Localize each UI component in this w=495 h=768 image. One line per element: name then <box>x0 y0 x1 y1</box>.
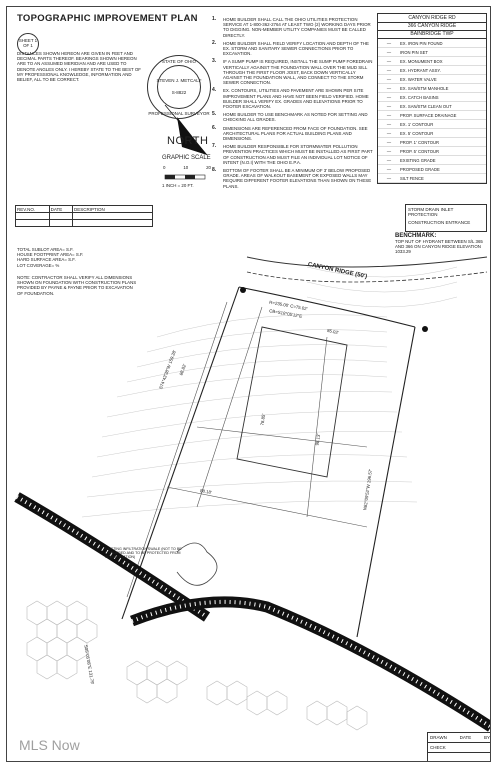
by-label: BY <box>483 735 490 740</box>
note-text: EX. CONTOURS, UTILITIES AND PAVEMENT ARE SHOWN PER SITE IMPROVEMENT PLANS AND HAVE NOT BEEN FIELD VERIFIED. HOME BUILDER SHALL VERIFY EX. GRADES AND ELEVATIONS PRIOR TO FOOTER EXCAVATION. <box>223 88 369 110</box>
note-number: 5. <box>212 111 217 118</box>
stat-line: TOTAL SUBLOT AREA= S.F. <box>17 247 74 252</box>
legend-label: EX. WATER VALVE <box>400 76 437 82</box>
note-number: 6. <box>212 124 217 131</box>
note-item <box>212 41 374 57</box>
road-label: CANYON RIDGE (50') <box>307 261 368 281</box>
legend-label: EX. HYDRANT ASSY. <box>400 67 441 73</box>
legend-label: PROP. 5' CONTOUR <box>400 148 440 154</box>
note-text: DIMENSIONS ARE REFERENCED FROM FACE OF FOUNDATION. SEE ARCHITECTURAL PLANS FOR ACTUAL BUILDING PLANS AND DIMENSIONS. <box>223 125 368 142</box>
note-number: 8. <box>212 167 217 174</box>
note-text: HOME BUILDER SHALL FIELD VERIFY LOCATION AND DEPTH OF THE EX. STORM AND SANITARY SEWER CONNECTIONS PRIOR TO EXCAVATION. <box>223 40 369 57</box>
sheet-label: SHEET 1 OF 1 <box>17 33 39 55</box>
swale-label: EXISTING INFILTRATION SWALE (NOT TO BE DISTURBED AND TO BE PROTECTED FROM SEDIMENTATION) <box>105 547 182 559</box>
note-text: HOME BUILDER TO USE BENCHMARK AS NOTED FOR SETTING AND CHECKING ALL GRADES. <box>223 112 368 123</box>
legend-row <box>378 174 486 183</box>
legend-symbol-icon: — <box>386 49 392 55</box>
legend-label: EX. 1' CONTOUR <box>400 121 434 127</box>
check-label: CHECK <box>428 743 490 753</box>
legend-header: CANYON RIDGE RD <box>378 14 486 23</box>
legend-symbol-icon: — <box>386 67 392 73</box>
legend-symbol-icon: — <box>386 103 392 109</box>
benchmark-text: TOP NUT OF HYDRANT BETWEEN S/L 365 AND 366 ON CANYON RIDGE ELEVATION 1033.29 <box>395 239 483 255</box>
note-item <box>212 88 374 109</box>
legend-label: PROP. 1' CONTOUR <box>400 139 440 145</box>
scale-tick: 0 <box>163 165 166 170</box>
note-number: 1. <box>212 16 217 22</box>
legend-row <box>378 156 486 165</box>
legend-symbol-icon: — <box>386 130 392 136</box>
legend-box <box>377 13 487 184</box>
legend-row <box>378 147 486 156</box>
legend-label: SILT FENCE <box>400 175 424 181</box>
left-bearing: S74°43'38"W 159.28' <box>158 349 178 390</box>
note-item <box>212 126 374 142</box>
legend-row <box>378 111 486 120</box>
legend-symbol-icon: — <box>386 76 392 82</box>
watermark: MLS Now <box>19 737 80 753</box>
seal-number: S-8822 <box>171 90 187 95</box>
legend-label: EX. SAN/STM MANHOLE <box>400 85 449 91</box>
legend-row <box>378 75 486 84</box>
front-dimension: 85.02' <box>326 327 340 336</box>
note-number: 2. <box>212 39 217 46</box>
title-block <box>427 732 491 762</box>
rev-header-no: REV.NO. <box>16 206 50 213</box>
legend-label: EX. 5' CONTOUR <box>400 130 434 136</box>
curve-label: R=235.00' C=75.02' <box>268 299 308 312</box>
seal-state: STATE OF OHIO <box>161 59 197 64</box>
drawn-label: DRAWN <box>430 735 447 740</box>
graphic-scale-title: GRAPHIC SCALE <box>162 155 211 161</box>
scale-tick: 10 <box>183 165 189 170</box>
page-title: TOPOGRAPHIC IMPROVEMENT PLAN <box>17 13 198 24</box>
construction-notes <box>212 17 374 192</box>
legend-label: IRON PIN SET <box>400 49 428 55</box>
legend-symbol-icon: — <box>386 157 392 163</box>
legend-row <box>378 84 486 93</box>
revision-table <box>15 205 153 227</box>
legend-label: EX. CATCH BASINS <box>400 94 439 100</box>
legend-symbol-icon: — <box>386 139 392 145</box>
legend-row <box>378 138 486 147</box>
rev-header-date: DATE <box>49 206 72 213</box>
dimension-b: 88.18' <box>199 488 213 495</box>
legend-symbol-icon: — <box>386 94 392 100</box>
legend-symbol-icon: — <box>386 58 392 64</box>
stamp-drain: STORM DRAIN INLET PROTECTION <box>408 207 454 217</box>
legend-label: EXISTING GRADE <box>400 157 436 163</box>
note-item <box>212 17 374 38</box>
legend-symbol-icon: — <box>386 175 392 181</box>
scale-tick: 20 <box>206 165 211 170</box>
legend-sub: 366 CANYON RIDGE <box>378 23 486 31</box>
plan-sheet <box>6 6 491 762</box>
note-item <box>212 112 374 122</box>
note-item <box>212 168 374 189</box>
benchmark-title: BENCHMARK: <box>395 233 437 239</box>
north-label: NORTH <box>167 135 209 147</box>
legend-row <box>378 120 486 129</box>
note-text: HOME BUILDER RESPONSIBLE FOR STORMWATER POLLUTION PREVENTION PRACTICES WHICH MUST BE INSTALLED AS FIRST PART OF CONSTRUCTION AND MUST FILE AN INDIVIDUAL LOT NOTICE OF INTENT (N.O.I) WITH THE OHIO E.P.A. <box>223 144 373 165</box>
legend-township: BAINBRIDGE TWP <box>378 31 486 39</box>
stamp-box <box>405 204 487 232</box>
legend-label: EX. MONUMENT BOX <box>400 58 443 64</box>
surveyor-seal <box>147 55 211 119</box>
legend-label: EX. SAN/STM CLEAN OUT <box>400 103 452 109</box>
legend-symbol-icon: — <box>386 85 392 91</box>
stat-line: LOT COVERAGE= % <box>17 262 60 268</box>
legend-label: EX. IRON PIN FOUND <box>400 40 443 46</box>
benchmark <box>395 233 487 255</box>
contractor-note: NOTE: CONTRACTOR SHALL VERIFY ALL DIMENSIONS SHOWN ON FOUNDATION WITH CONSTRUCTION PLANS PROVIDED BY PAYNE & PAYNE PRIOR TO EXCAVATION OF FOUNDATION. <box>17 275 137 296</box>
legend-row <box>378 57 486 66</box>
legend-symbol-icon: — <box>386 40 392 46</box>
legend-symbol-icon: — <box>386 112 392 118</box>
note-number: 3. <box>212 58 217 65</box>
legend-row <box>378 165 486 174</box>
stat-line: HOUSE FOOTPRINT AREA= S.F. <box>17 252 84 258</box>
dimension-a: 88.82' <box>178 363 188 376</box>
seal-name: STEVEN J. METCALF <box>156 78 202 83</box>
note-item <box>212 144 374 165</box>
dimension-c: 78.85' <box>259 413 267 426</box>
legend-row <box>378 129 486 138</box>
legend-label: PROPOSED GRADE <box>400 166 440 172</box>
legend-row <box>378 39 486 48</box>
legend-symbol-icon: — <box>386 121 392 127</box>
distances-note: DISTANCES SHOWN HEREON ARE GIVEN IN FEET AND DECIMAL PARTS THEREOF. BEARINGS SHOWN HEREON ARE TO AN ASSUMED MERIDIAN AND ARE USED TO DENOTE ANGLES ONLY. I HEREBY STATE TO THE BEST OF MY PROFESSIONAL KNOWLEDGE, INFORMATION AND BELIEF, ALL TO BE CORRECT. <box>17 51 141 83</box>
note-item <box>212 59 374 85</box>
note-text: IF A SUMP PUMP IS REQUIRED, INSTALL THE SUMP PUMP FOREDRAIN VERTICALLY AGAINST THE FOUNDATION WALL OVER THE MUD SILL THROUGH THE FIRST FLOOR JOIST, BACK DOWN VERTICALLY AGAINST THE FOUNDATION WALL, AND CONNECT TO THE STORM SEWER CONNECTION. <box>223 59 373 86</box>
stat-line: HARD SURFACE AREA= S.F. <box>17 257 76 263</box>
legend-row <box>378 102 486 111</box>
legend-symbol-icon: — <box>386 148 392 154</box>
date-label: DATE <box>459 735 472 740</box>
chord-label: CB=S18°05'12"E <box>268 308 303 319</box>
right-bearing: N82°09'52"W 196.57' <box>362 468 374 511</box>
scale-ticks <box>163 165 211 170</box>
rev-header-desc: DESCRIPTION <box>73 206 153 213</box>
note-number: 4. <box>212 87 217 94</box>
legend-row <box>378 48 486 57</box>
note-text: HOME BUILDER SHALL CALL THE OHIO UTILITIES PROTECTION SERVICE AT 1-800-362-2764 AT LEAST TWO (2) WORKING DAYS PRIOR TO DIGGING. NON-MEMBER UTILITY COMPANIES MUST BE CALLED DIRECTLY. <box>223 17 371 38</box>
stamp-entrance: CONSTRUCTION ENTRANCE <box>408 220 471 225</box>
scale-note: 1 INCH = 20 FT. <box>162 183 194 188</box>
bottom-bearing: S05°05'08"E 131.79' <box>83 644 96 685</box>
dimension-d: 98.13' <box>314 433 322 446</box>
note-text: BOTTOM OF FOOTER SHALL BE A MINIMUM OF 3' BELOW PROPOSED GRADE. AREAS OF WALKOUT BASEMENT OR EXPOSED WALLS MAY REQUIRE DIFFERENT FOOTER ELEVATIONS THAN SHOWN ON THESE PLANS. <box>223 168 372 189</box>
legend-label: PROP. SURFACE DRAINAGE <box>400 112 457 118</box>
note-number: 7. <box>212 143 217 150</box>
seal-title: PROFESSIONAL SURVEYOR <box>148 111 210 116</box>
legend-symbol-icon: — <box>386 166 392 172</box>
area-stats <box>17 247 137 268</box>
legend-row <box>378 93 486 102</box>
legend-row <box>378 66 486 75</box>
